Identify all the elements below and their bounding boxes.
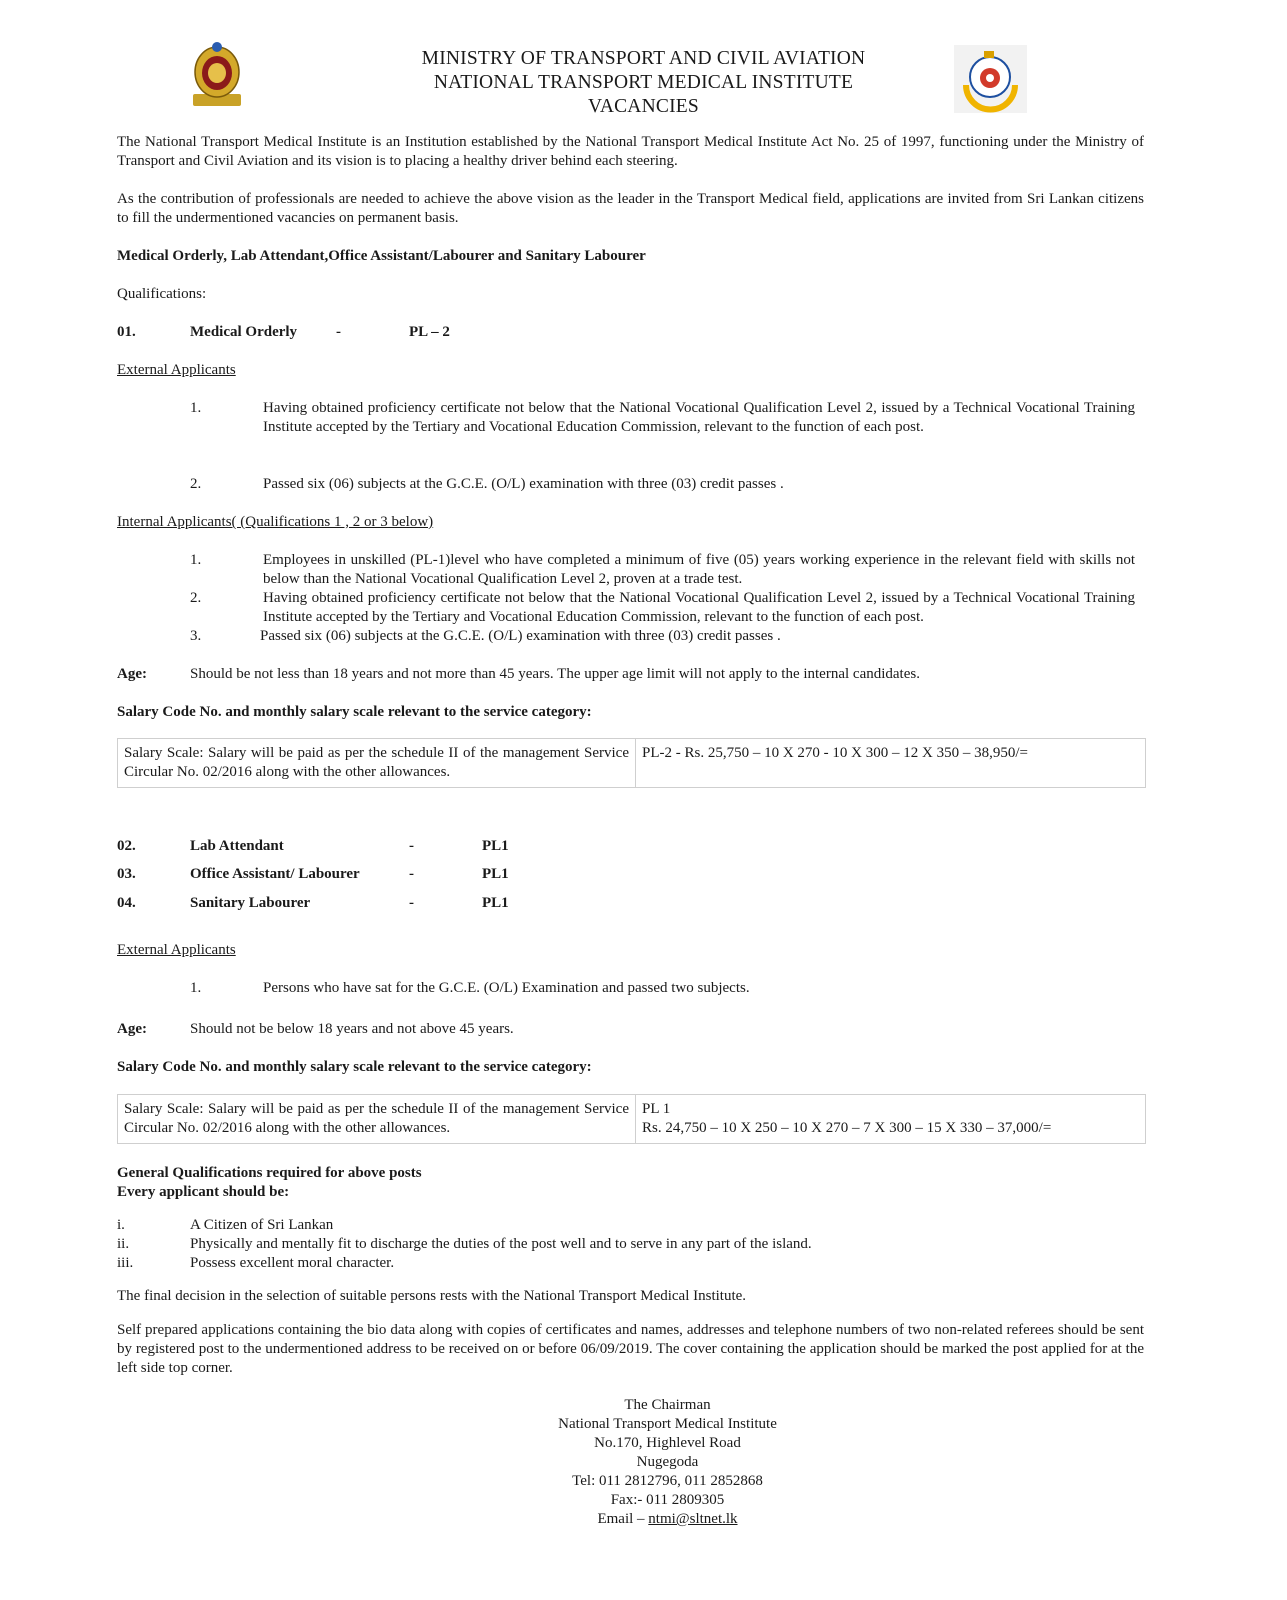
- telephone-line: Tel: 011 2812796, 011 2852868: [572, 1473, 763, 1489]
- email-prefix: Email –: [597, 1511, 645, 1527]
- internal-applicants-heading: Internal Applicants( (Qualifications 1 , 2 or 3 below): [117, 514, 434, 530]
- salary-heading: Salary Code No. and monthly salary scale relevant to the service category:: [117, 704, 592, 720]
- item-number: ii.: [117, 1236, 130, 1252]
- post-grade: PL1: [482, 838, 509, 854]
- item-text: A Citizen of Sri Lankan: [190, 1217, 334, 1233]
- qualifications-label: Qualifications:: [117, 286, 207, 302]
- header-ministry: MINISTRY OF TRANSPORT AND CIVIL AVIATION: [421, 48, 866, 69]
- item-text: Passed six (06) subjects at the G.C.E. (O/L) examination with three (03) credit passes .: [260, 628, 781, 644]
- header-vacancies: VACANCIES: [588, 96, 699, 117]
- salary-grade: PL 1: [642, 1101, 671, 1117]
- external-applicants-heading: External Applicants: [117, 942, 236, 958]
- age-label: Age:: [117, 1021, 147, 1037]
- post-title: Lab Attendant: [190, 838, 284, 854]
- item-number: 2.: [190, 476, 202, 492]
- address-block: [0, 1396, 1287, 1529]
- email-line: [0, 1510, 1287, 1529]
- age-text: Should be not less than 18 years and not more than 45 years. The upper age limit will not apply to the internal candidates.: [190, 666, 920, 682]
- address-line: Nugegoda: [636, 1454, 699, 1470]
- salary-heading: Salary Code No. and monthly salary scale relevant to the service category:: [117, 1059, 592, 1075]
- post-title: Office Assistant/ Labourer: [190, 866, 360, 882]
- applications-instructions: Self prepared applications containing the bio data along with copies of certificates and names, addresses and telephone numbers of two non-related referees should be sent by registered post to the undermentioned address to be received on or before 06/09/2019. The cover containing the application should be marked the post applied for at the left side top corner.: [117, 1322, 1144, 1376]
- age-label: Age:: [117, 666, 147, 682]
- post-dash: -: [409, 838, 414, 854]
- item-number: 2.: [190, 590, 202, 606]
- post-title: Medical Orderly: [190, 324, 298, 340]
- item-text: Having obtained proficiency certificate not below that the National Vocational Qualification Level 2, issued by a Technical Vocational Training Institute accepted by the Tertiary and Vocational Education Commission, relevant to the function of each post.: [263, 400, 1135, 435]
- post-number: 03.: [117, 866, 136, 882]
- intro-paragraph-2: As the contribution of professionals are needed to achieve the above vision as the leader in the Transport Medical field, applications are invited from Sri Lankan citizens to fill the undermentioned vacancies on permanent basis.: [117, 191, 1144, 226]
- item-text: Passed six (06) subjects at the G.C.E. (O/L) examination with three (03) credit passes .: [263, 476, 784, 492]
- item-text: Possess excellent moral character.: [190, 1255, 395, 1271]
- address-line: National Transport Medical Institute: [558, 1416, 777, 1432]
- post-number: 02.: [117, 838, 136, 854]
- address-line: The Chairman: [624, 1397, 711, 1413]
- fax-line: Fax:- 011 2809305: [610, 1492, 725, 1508]
- item-number: iii.: [117, 1255, 134, 1271]
- salary-table-right-cell: [636, 1095, 1145, 1143]
- item-number: 1.: [190, 552, 202, 568]
- age-text: Should not be below 18 years and not above 45 years.: [190, 1021, 514, 1037]
- posts-heading: Medical Orderly, Lab Attendant,Office Assistant/Labourer and Sanitary Labourer: [117, 248, 646, 264]
- item-text: Physically and mentally fit to discharge the duties of the post well and to serve in any part of the island.: [190, 1236, 812, 1252]
- post-dash: -: [409, 895, 414, 911]
- post-grade: PL1: [482, 866, 509, 882]
- item-number: 1.: [190, 400, 202, 416]
- post-number: 04.: [117, 895, 136, 911]
- header-institute: NATIONAL TRANSPORT MEDICAL INSTITUTE: [433, 72, 854, 93]
- post-number: 01.: [117, 324, 136, 340]
- item-text: Employees in unskilled (PL-1)level who have completed a minimum of five (05) years working experience in the relevant field with skills not below than the National Vocational Qualification Level 2, proven at a trade test.: [263, 552, 1135, 587]
- list-item: [117, 399, 1144, 459]
- salary-table: [117, 1094, 1146, 1144]
- external-applicants-heading: External Applicants: [117, 362, 236, 378]
- salary-scale: Rs. 24,750 – 10 X 250 – 10 X 270 – 7 X 300 – 15 X 330 – 37,000/=: [642, 1120, 1052, 1136]
- salary-table-right-cell: PL-2 - Rs. 25,750 – 10 X 270 - 10 X 300 – 12 X 350 – 38,950/=: [642, 745, 1028, 761]
- post-dash: -: [409, 866, 414, 882]
- item-number: i.: [117, 1217, 125, 1233]
- salary-table: [117, 738, 1146, 788]
- document-header: [0, 47, 1287, 119]
- intro-paragraph-1: The National Transport Medical Institute is an Institution established by the National Transport Medical Institute Act No. 25 of 1997, functioning under the Ministry of Transport and Civil Aviation and its vision is to placing a healthy driver behind each steering.: [117, 134, 1144, 169]
- item-text: Persons who have sat for the G.C.E. (O/L) Examination and passed two subjects.: [263, 980, 750, 996]
- post-dash: -: [336, 324, 341, 340]
- item-number: 3.: [190, 628, 202, 644]
- post-grade: PL – 2: [409, 324, 450, 340]
- salary-table-left-cell: Salary Scale: Salary will be paid as per the schedule II of the management Service Circular No. 02/2016 along with the other allowances.: [118, 739, 636, 787]
- every-applicant-heading: Every applicant should be:: [117, 1184, 290, 1200]
- address-line: No.170, Highlevel Road: [594, 1435, 741, 1451]
- email-link[interactable]: ntmi@sltnet.lk: [648, 1511, 738, 1527]
- item-text: Having obtained proficiency certificate not below that the National Vocational Qualification Level 2, issued by a Technical Vocational Training Institute accepted by the Tertiary and Vocational Education Commission, relevant to the function of each post.: [263, 590, 1135, 625]
- salary-table-left-cell: Salary Scale: Salary will be paid as per the schedule II of the management Service Circular No. 02/2016 along with the other allowances.: [118, 1095, 636, 1143]
- general-qualifications-heading: General Qualifications required for above posts: [117, 1165, 422, 1181]
- post-title: Sanitary Labourer: [190, 895, 311, 911]
- final-decision-text: The final decision in the selection of suitable persons rests with the National Transport Medical Institute.: [117, 1288, 747, 1304]
- item-number: 1.: [190, 980, 202, 996]
- post-grade: PL1: [482, 895, 509, 911]
